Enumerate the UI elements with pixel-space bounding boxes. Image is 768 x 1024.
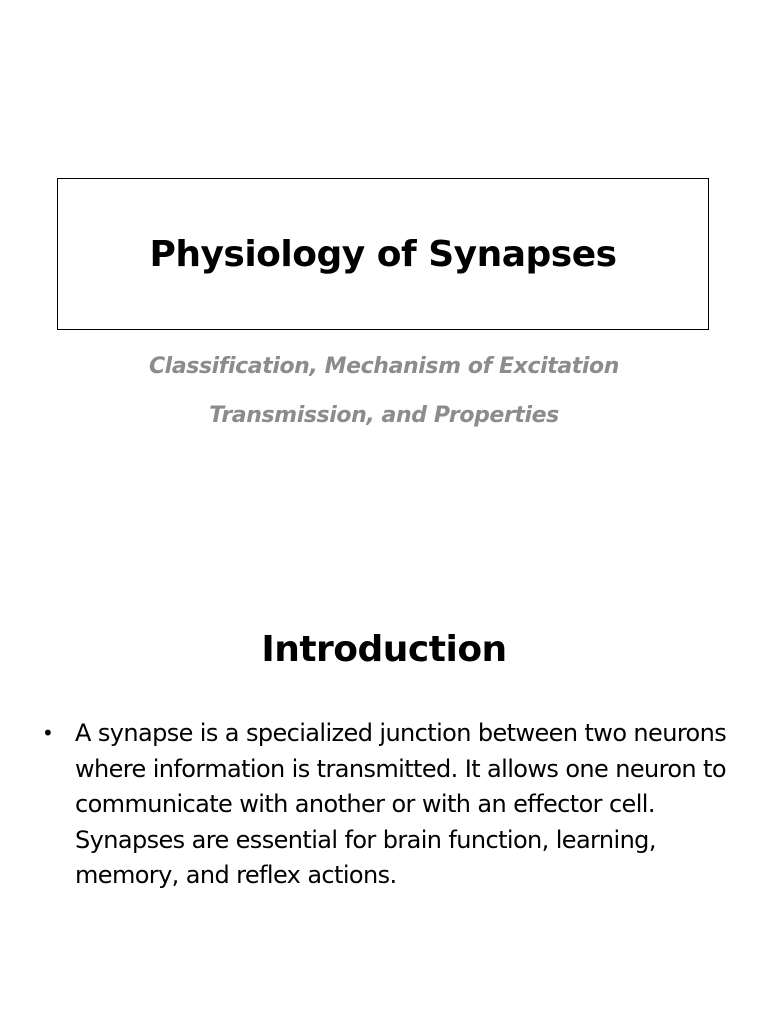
section-heading: Introduction: [261, 629, 507, 670]
slide-subtitle: [0, 342, 768, 440]
slide-title: Physiology of Synapses: [149, 233, 617, 275]
subtitle-line-1: Classification, Mechanism of Excitation: [148, 354, 620, 379]
title-box: [57, 178, 709, 330]
bullet-item: [42, 716, 742, 894]
subtitle-line-2: Transmission, and Properties: [209, 403, 559, 428]
bullet-list: [42, 716, 742, 894]
bullet-text: A synapse is a specialized junction between two neurons where information is transmitted. It allows one neuron to communicate with another or with an effector cell. Synapses are essential for brain function, learning, memory, and reflex actions.: [75, 719, 727, 889]
bullet-marker: •: [42, 721, 54, 745]
